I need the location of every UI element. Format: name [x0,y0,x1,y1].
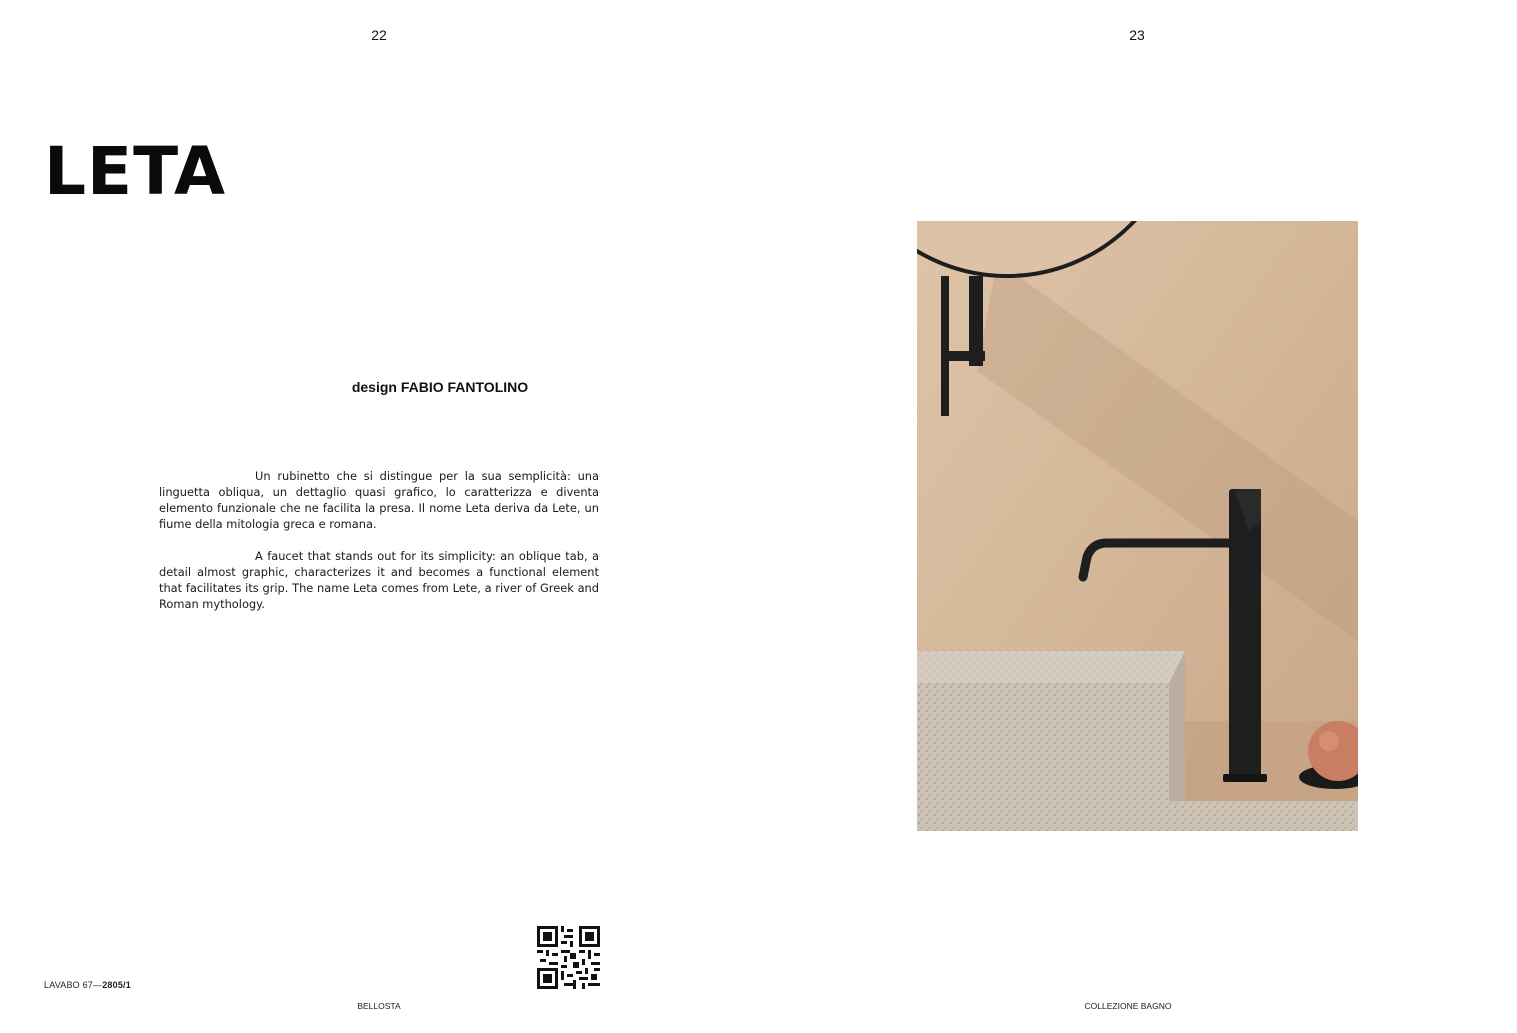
catalog-code [44,980,131,990]
description-english: A faucet that stands out for its simplicity: an oblique tab, a detail almost graphic, characterizes it and becomes a functional element that facilitates its grip. The name Leta comes from Lete, a river of Greek and Roman mythology. [159,549,599,612]
catalog-code-prefix: LAVABO 67— [44,980,103,990]
footer-collection: COLLEZIONE BAGNO [1084,1001,1172,1011]
faucet-illustration [917,221,1358,831]
product-photo [917,221,1358,831]
page-number-left: 22 [371,27,387,43]
designer-name: FABIO FANTOLINO [400,379,529,395]
designer-credit [300,379,580,395]
description-italian: Un rubinetto che si distingue per la sua semplicità: una linguetta obliqua, un dettaglio quasi grafico, lo caratterizza e diventa elemento funzionale che ne facilita la presa. Il nome Leta deriva da Lete, un fiume della mitologia greca e romana. [159,469,599,532]
footer-brand: BELLOSTA [357,1001,401,1011]
product-title: LETA [44,133,227,210]
qr-code [537,926,600,989]
designer-prefix: design [351,379,397,395]
catalog-code-number: 2805/1 [102,980,131,990]
page-number-right: 23 [1129,27,1145,43]
